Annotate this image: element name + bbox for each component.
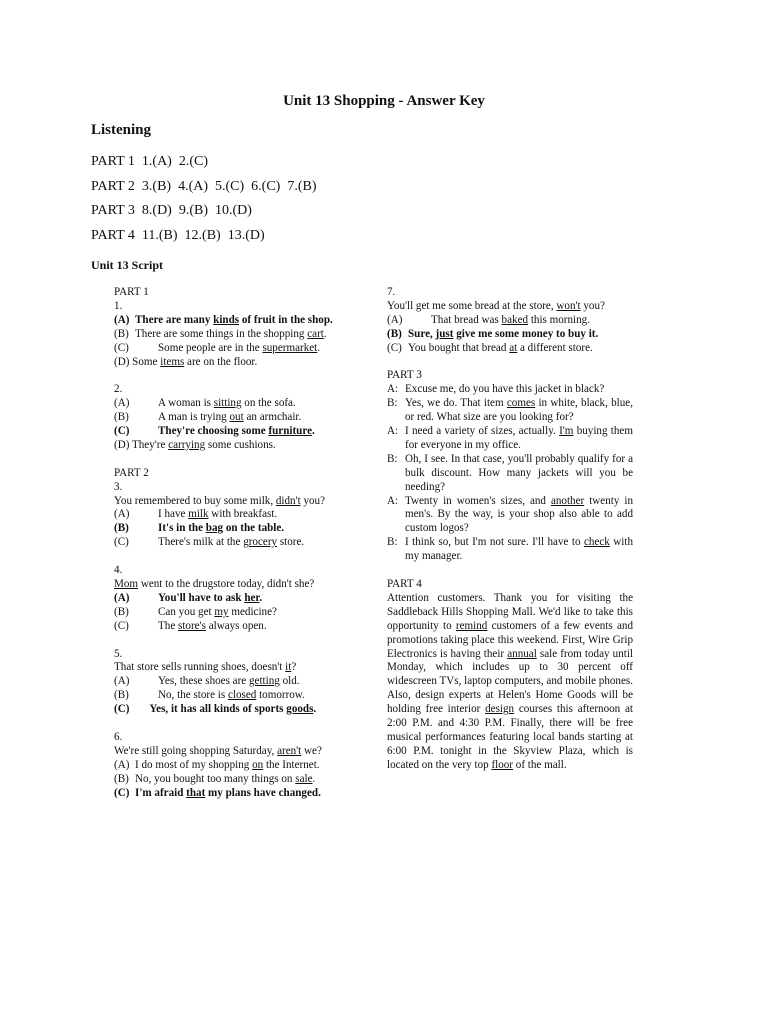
q3-option-c: (C) There's milk at the grocery store. <box>114 536 305 549</box>
dialogue-line: A: Twenty in women's sizes, and another twenty in men's. By the way, is your shop also able to add custom logos? <box>387 494 633 535</box>
page-title: Unit 13 Shopping - Answer Key <box>283 93 485 109</box>
q4-option-c: (C) The store's always open. <box>114 619 267 632</box>
q1-option-c: (C) Some people are in the supermarket. <box>114 341 321 354</box>
q5-option-b: (B) No, the store is closed tomorrow. <box>114 689 305 702</box>
listening-heading: Listening <box>91 122 152 138</box>
question-number: 4. <box>114 564 123 577</box>
q7-option-a: (A) That bread was baked this morning. <box>387 313 590 326</box>
script-left-column <box>114 286 360 800</box>
q7-option-b: (B) Sure, just give me some money to buy it. <box>387 327 599 340</box>
q6-option-b: (B) No, you bought too many things on sale. <box>114 772 316 785</box>
question-number: 2. <box>114 383 123 396</box>
q1-option-d: (D) Some items are on the floor. <box>114 355 258 368</box>
q5-option-a: (A) Yes, these shoes are getting old. <box>114 675 300 688</box>
part4-announcement: Attention customers. Thank you for visiting the Saddleback Hills Shopping Mall. We'd like to take this opportunity to remind customers of a few events and promotions taking place this weekend. First, Wire Grip Electronics is having their annual sale from today until Monday, which includes up to 30 percent off widescreen TVs, laptop computers, and mobile phones. Also, design experts at Helen's Home Goods will be holding free interior design courses this afternoon at 2:00 P.M. and 4:30 P.M. Finally, there will be free musical performances featuring local bands starting at 6:00 P.M. tonight in the Skyview Plaza, which is located on the very top floor of the mall. <box>387 591 634 771</box>
q4-option-a: (A) You'll have to ask her. <box>114 591 263 604</box>
dialogue-line: B: Oh, I see. In that case, you'll probably qualify for a bulk discount. How many jackets will you be needing? <box>387 452 633 493</box>
q4-option-b: (B) Can you get my medicine? <box>114 605 277 618</box>
question-number: 3. <box>114 480 123 493</box>
script-heading: Unit 13 Script <box>91 258 163 272</box>
question-number: 1. <box>114 299 123 312</box>
q2-option-b: (B) A man is trying out an armchair. <box>114 411 302 424</box>
part3-heading: PART 3 <box>387 369 422 382</box>
answer-line-part3: PART 3 8.(D) 9.(B) 10.(D) <box>91 203 252 218</box>
dialogue-line: A: I need a variety of sizes, actually. I'm buying them for everyone in my office. <box>387 425 633 451</box>
dialogue-line: A: Excuse me, do you have this jacket in black? <box>387 383 605 396</box>
q3-option-b: (B) It's in the bag on the table. <box>114 522 285 535</box>
q4-stem: Mom went to the drugstore today, didn't she? <box>114 577 315 590</box>
answer-line-part4: PART 4 11.(B) 12.(B) 13.(D) <box>91 227 265 243</box>
question-number: 7. <box>387 286 396 298</box>
answer-line-part2: PART 2 3.(B) 4.(A) 5.(C) 6.(C) 7.(B) <box>91 178 317 194</box>
q6-stem: We're still going shopping Saturday, aren't we? <box>114 744 322 757</box>
q2-option-a: (A) A woman is sitting on the sofa. <box>114 397 296 410</box>
q1-option-b: (B) There are some things in the shopping cart. <box>114 327 327 340</box>
q7-option-c: (C) You bought that bread at a different store. <box>387 341 593 354</box>
dialogue-line: B: I think so, but I'm not sure. I'll have to check with my manager. <box>387 536 633 563</box>
part2-heading: PART 2 <box>114 466 149 479</box>
dialogue-line: B: Yes, we do. That item comes in white, black, blue, or red. What size are you looking for? <box>387 397 633 424</box>
q3-option-a: (A) I have milk with breakfast. <box>114 508 278 521</box>
q5-option-c: (C) Yes, it has all kinds of sports goods. <box>114 703 317 716</box>
answer-list <box>91 150 317 248</box>
q3-stem: You remembered to buy some milk, didn't you? <box>114 494 326 507</box>
script-right-column <box>387 286 633 773</box>
answer-line-part1: PART 1 1.(A) 2.(C) <box>91 154 209 169</box>
q6-option-a: (A) I do most of my shopping on the Internet. <box>114 758 320 771</box>
q7-stem: You'll get me some bread at the store, won't you? <box>387 299 605 312</box>
q1-option-a: (A) There are many kinds of fruit in the shop. <box>114 313 333 326</box>
question-number: 6. <box>114 730 123 743</box>
q2-option-d: (D) They're carrying some cushions. <box>114 438 276 451</box>
part1-heading: PART 1 <box>114 286 149 298</box>
question-number: 5. <box>114 647 123 660</box>
q5-stem: That store sells running shoes, doesn't it? <box>114 661 297 674</box>
q2-option-c: (C) They're choosing some furniture. <box>114 425 315 438</box>
part4-heading: PART 4 <box>387 578 422 590</box>
q6-option-c: (C) I'm afraid that my plans have changed. <box>114 786 321 799</box>
